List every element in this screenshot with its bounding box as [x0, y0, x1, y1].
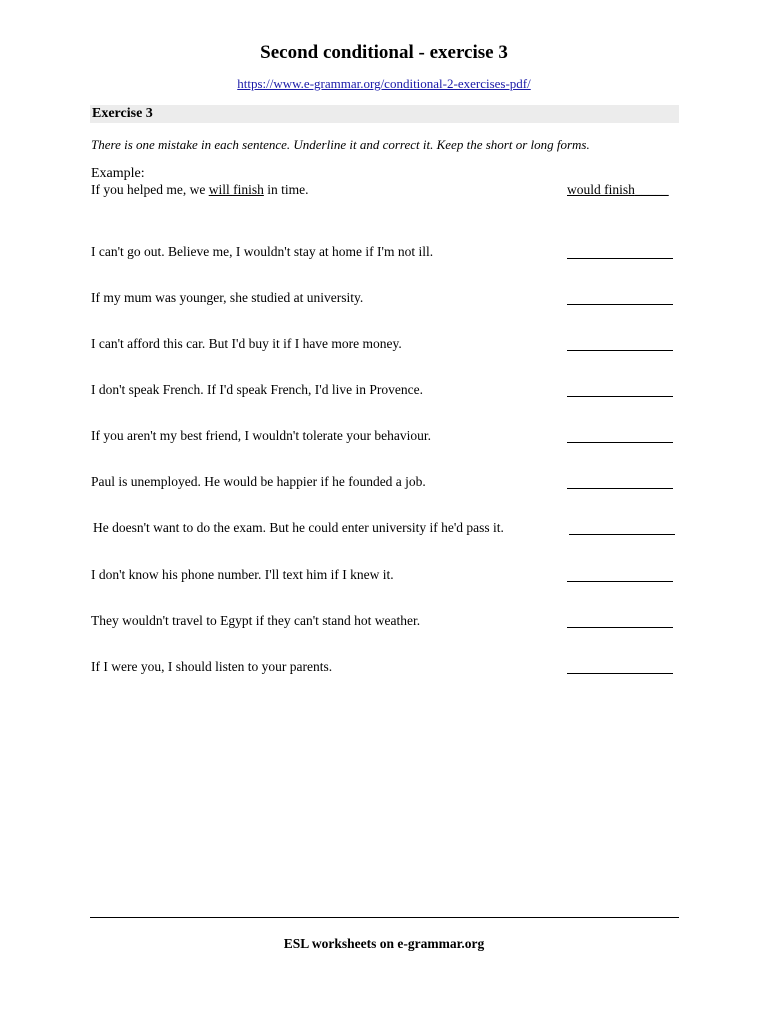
answer-line[interactable] [569, 534, 675, 535]
source-link[interactable]: https://www.e-grammar.org/conditional-2-exercises-pdf/ [237, 76, 531, 91]
answer-line[interactable] [567, 488, 673, 489]
example-mistake: will finish [208, 182, 264, 197]
exercise-sentence: I can't afford this car. But I'd buy it if I have more money. [91, 336, 402, 351]
exercise-sentence: If I were you, I should listen to your parents. [91, 659, 333, 674]
answer-line[interactable] [567, 442, 673, 443]
exercise-sentence: I don't know his phone number. I'll text him if I knew it. [91, 567, 394, 582]
exercise-label: Exercise 3 [92, 106, 153, 121]
exercise-sentence: I don't speak French. If I'd speak French, I'd live in Provence. [91, 382, 423, 397]
example-sentence-after: in time. [263, 182, 309, 197]
page-title: Second conditional - exercise 3 [260, 42, 508, 63]
answer-line[interactable] [567, 258, 673, 259]
answer-line[interactable] [567, 350, 673, 351]
exercise-sentence: Paul is unemployed. He would be happier if he founded a job. [91, 474, 426, 489]
exercise-sentence: If you aren't my best friend, I wouldn't tolerate your behaviour. [91, 428, 432, 443]
footer-divider [90, 917, 679, 918]
exercise-sentence: I can't go out. Believe me, I wouldn't stay at home if I'm not ill. [91, 244, 434, 259]
answer-line[interactable] [567, 627, 673, 628]
example-answer [567, 182, 669, 198]
exercise-instructions: There is one mistake in each sentence. Underline it and correct it. Keep the short or long forms. [91, 137, 590, 152]
exercise-sentence: He doesn't want to do the exam. But he could enter university if he'd pass it. [93, 520, 504, 535]
exercise-header-bar [90, 105, 679, 123]
answer-line[interactable] [567, 581, 673, 582]
exercise-sentence: If my mum was younger, she studied at university. [91, 290, 364, 305]
example-sentence [91, 182, 308, 198]
answer-line[interactable] [567, 673, 673, 674]
example-sentence-before: If you helped me, we [91, 182, 209, 197]
answer-line[interactable] [567, 396, 673, 397]
example-label: Example: [91, 166, 145, 181]
footer-text: ESL worksheets on e-grammar.org [283, 936, 485, 951]
exercise-sentence: They wouldn't travel to Egypt if they can't stand hot weather. [91, 613, 421, 628]
example-correction: would finish [567, 182, 635, 197]
example-answer-blank: _____ [634, 182, 669, 197]
answer-line[interactable] [567, 304, 673, 305]
